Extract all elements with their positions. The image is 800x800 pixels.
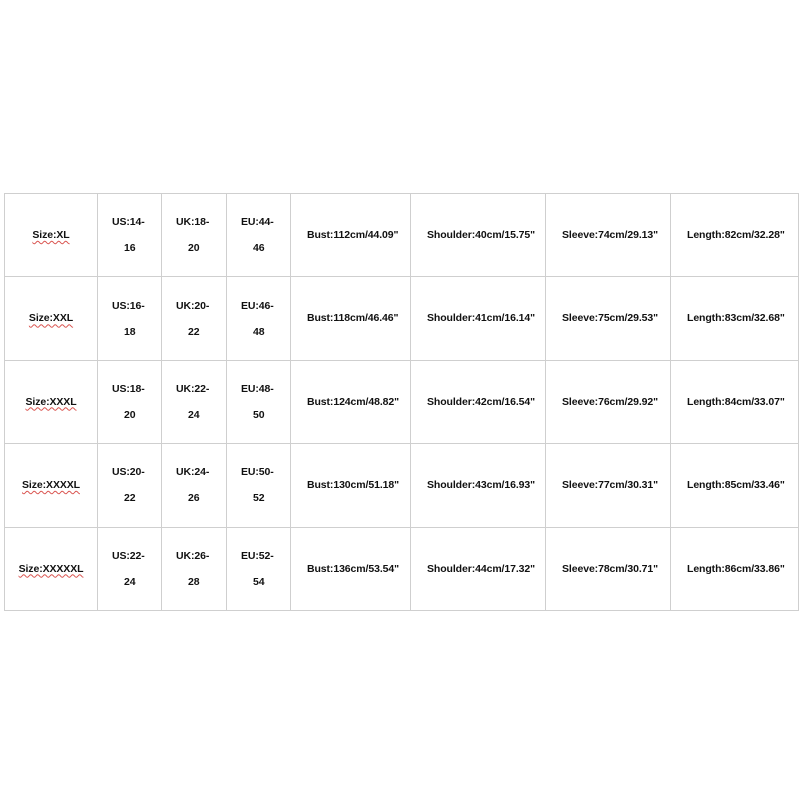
us-size-cell bbox=[98, 194, 162, 277]
uk-size-cell bbox=[162, 444, 227, 527]
uk-size-line2: 22 bbox=[188, 325, 200, 338]
shoulder-cell: Shoulder:41cm/16.14" bbox=[411, 277, 546, 360]
size-chart-table bbox=[4, 193, 799, 611]
eu-size-line1: EU:44- bbox=[241, 216, 274, 229]
uk-size-line2: 20 bbox=[188, 242, 200, 255]
eu-size-line2: 50 bbox=[253, 408, 265, 421]
eu-size-line2: 54 bbox=[253, 575, 265, 588]
table-row bbox=[5, 360, 799, 443]
sleeve-cell: Sleeve:75cm/29.53" bbox=[546, 277, 671, 360]
uk-size-cell bbox=[162, 360, 227, 443]
eu-size-line1: EU:48- bbox=[241, 382, 274, 395]
uk-size-line1: UK:26- bbox=[176, 549, 210, 562]
shoulder-cell: Shoulder:40cm/15.75" bbox=[411, 194, 546, 277]
bust-cell: Bust:124cm/48.82" bbox=[291, 360, 411, 443]
uk-size-cell bbox=[162, 527, 227, 610]
size-label: Size:XL bbox=[32, 228, 70, 241]
us-size-line2: 18 bbox=[124, 325, 136, 338]
table-row bbox=[5, 277, 799, 360]
uk-size-cell bbox=[162, 277, 227, 360]
eu-size-line2: 48 bbox=[253, 325, 265, 338]
sleeve-cell: Sleeve:77cm/30.31" bbox=[546, 444, 671, 527]
us-size-cell bbox=[98, 277, 162, 360]
us-size-cell bbox=[98, 360, 162, 443]
size-label-cell bbox=[5, 527, 98, 610]
eu-size-line1: EU:50- bbox=[241, 466, 274, 479]
eu-size-cell bbox=[227, 444, 291, 527]
uk-size-line1: UK:20- bbox=[176, 299, 210, 312]
size-label: Size:XXXXXL bbox=[18, 562, 84, 575]
length-cell: Length:82cm/32.28" bbox=[671, 194, 799, 277]
length-cell: Length:84cm/33.07" bbox=[671, 360, 799, 443]
sleeve-cell: Sleeve:74cm/29.13" bbox=[546, 194, 671, 277]
length-cell: Length:86cm/33.86" bbox=[671, 527, 799, 610]
us-size-line1: US:14- bbox=[112, 216, 145, 229]
us-size-line2: 20 bbox=[124, 408, 136, 421]
table-row bbox=[5, 194, 799, 277]
uk-size-line1: UK:18- bbox=[176, 216, 210, 229]
bust-cell: Bust:118cm/46.46" bbox=[291, 277, 411, 360]
eu-size-line1: EU:46- bbox=[241, 299, 274, 312]
size-label: Size:XXXXL bbox=[22, 479, 80, 492]
table-row bbox=[5, 527, 799, 610]
length-cell: Length:85cm/33.46" bbox=[671, 444, 799, 527]
sleeve-cell: Sleeve:78cm/30.71" bbox=[546, 527, 671, 610]
eu-size-cell bbox=[227, 194, 291, 277]
eu-size-cell bbox=[227, 277, 291, 360]
shoulder-cell: Shoulder:42cm/16.54" bbox=[411, 360, 546, 443]
us-size-line1: US:16- bbox=[112, 299, 145, 312]
table-row bbox=[5, 444, 799, 527]
sleeve-cell: Sleeve:76cm/29.92" bbox=[546, 360, 671, 443]
uk-size-line2: 26 bbox=[188, 492, 200, 505]
uk-size-line1: UK:24- bbox=[176, 466, 210, 479]
uk-size-line2: 28 bbox=[188, 575, 200, 588]
eu-size-line1: EU:52- bbox=[241, 549, 274, 562]
us-size-cell bbox=[98, 527, 162, 610]
us-size-cell bbox=[98, 444, 162, 527]
size-label-cell bbox=[5, 277, 98, 360]
uk-size-cell bbox=[162, 194, 227, 277]
shoulder-cell: Shoulder:43cm/16.93" bbox=[411, 444, 546, 527]
shoulder-cell: Shoulder:44cm/17.32" bbox=[411, 527, 546, 610]
bust-cell: Bust:130cm/51.18" bbox=[291, 444, 411, 527]
eu-size-line2: 52 bbox=[253, 492, 265, 505]
us-size-line2: 22 bbox=[124, 492, 136, 505]
us-size-line1: US:20- bbox=[112, 466, 145, 479]
us-size-line2: 16 bbox=[124, 242, 136, 255]
eu-size-cell bbox=[227, 527, 291, 610]
size-label-cell bbox=[5, 444, 98, 527]
us-size-line1: US:22- bbox=[112, 549, 145, 562]
length-cell: Length:83cm/32.68" bbox=[671, 277, 799, 360]
us-size-line1: US:18- bbox=[112, 382, 145, 395]
us-size-line2: 24 bbox=[124, 575, 136, 588]
size-label: Size:XXL bbox=[28, 312, 74, 325]
size-label-cell bbox=[5, 360, 98, 443]
bust-cell: Bust:112cm/44.09" bbox=[291, 194, 411, 277]
eu-size-line2: 46 bbox=[253, 242, 265, 255]
bust-cell: Bust:136cm/53.54" bbox=[291, 527, 411, 610]
uk-size-line1: UK:22- bbox=[176, 382, 210, 395]
eu-size-cell bbox=[227, 360, 291, 443]
size-label: Size:XXXL bbox=[25, 395, 77, 408]
size-label-cell bbox=[5, 194, 98, 277]
uk-size-line2: 24 bbox=[188, 408, 200, 421]
